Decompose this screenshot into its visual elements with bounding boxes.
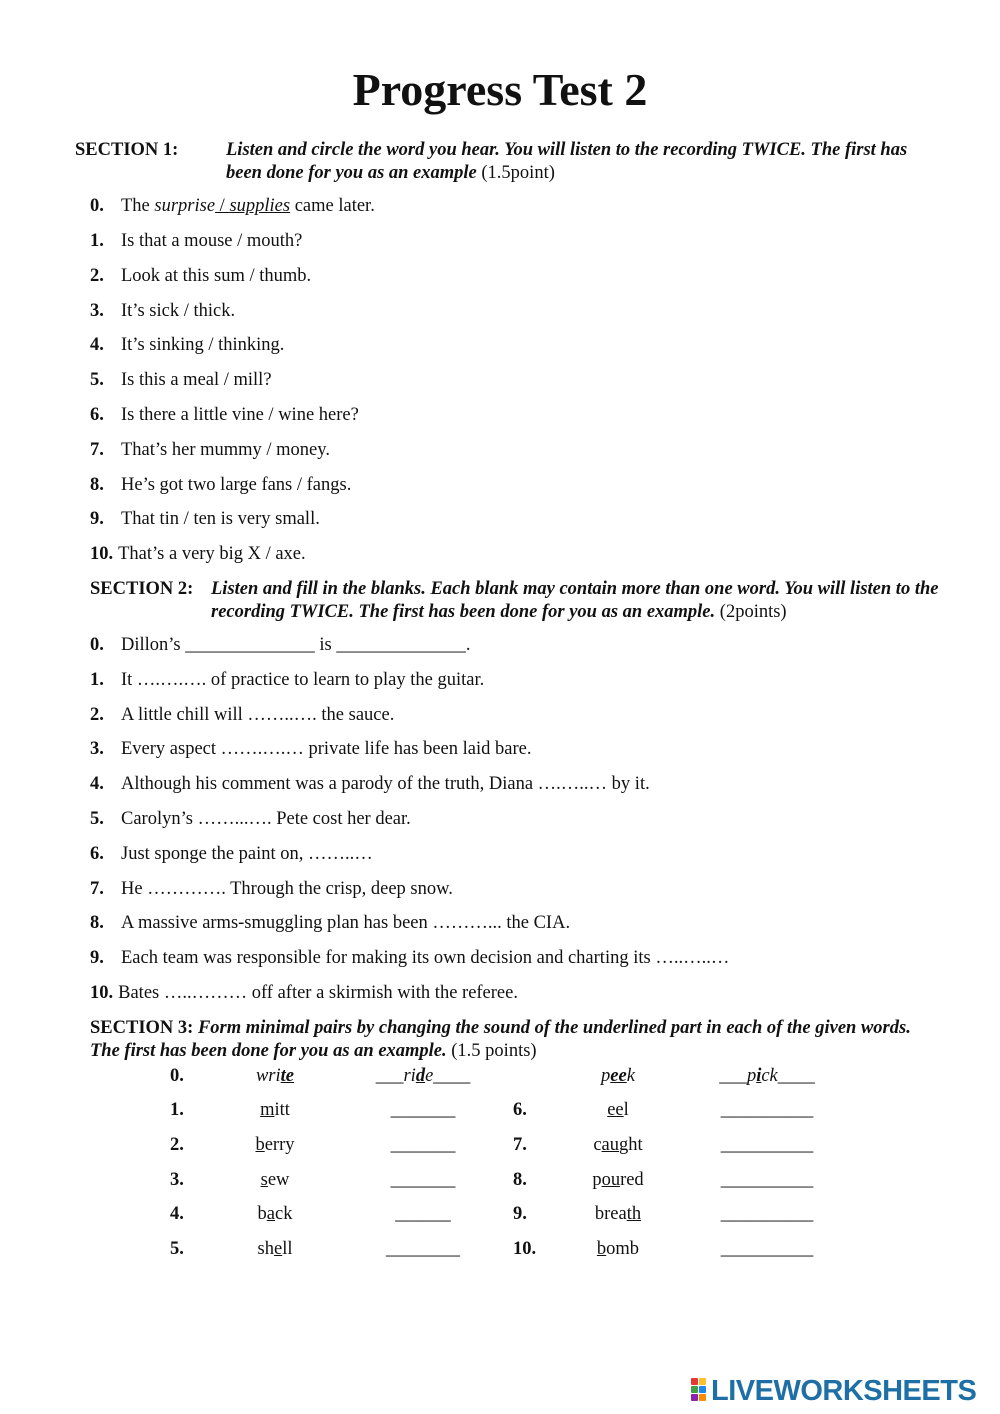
question-text: Carolyn’s ……...…. Pete cost her dear. <box>121 809 411 829</box>
section-3-header <box>90 1017 950 1065</box>
answer-blank-left: _______ <box>390 1169 456 1190</box>
section-2-points: (2points) <box>719 602 787 622</box>
question-text: Each team was responsible for making its own decision and charting its …..…..… <box>121 948 730 969</box>
answer-blank-right: __________ <box>720 1100 814 1120</box>
section-1-instruction <box>226 139 946 185</box>
list-item <box>90 438 330 462</box>
question-text: Just sponge the paint on, ……..… <box>121 843 373 864</box>
example-option-2-circled: supplies <box>229 196 291 216</box>
section-3-label: SECTION 3: <box>90 1018 194 1038</box>
answer-blank-right: __________ <box>720 1169 814 1190</box>
list-item <box>90 542 306 566</box>
list-item <box>90 264 311 288</box>
question-number: 2. <box>90 704 104 725</box>
question-number: 8. <box>90 913 104 934</box>
page-title: Progress Test 2 <box>352 64 648 115</box>
row-number-left: 2. <box>170 1134 184 1155</box>
word-right: caught <box>593 1134 643 1155</box>
section-3-instruction-text: Form minimal pairs by changing the sound of the underlined part in each of the given words. The first has been done for you as an example. <box>90 1018 911 1061</box>
word-left: shell <box>257 1239 293 1260</box>
question-text: Is that a mouse / mouth? <box>121 231 303 251</box>
question-number: 9. <box>90 948 104 969</box>
section-1-label: SECTION 1: <box>75 140 179 160</box>
question-number: 5. <box>90 809 104 829</box>
list-item <box>90 946 729 970</box>
row-number-right: 9. <box>513 1204 527 1225</box>
list-item <box>90 877 453 901</box>
word-right: poured <box>592 1169 644 1190</box>
question-text: It ….….…. of practice to learn to play the guitar. <box>121 669 485 690</box>
question-text: Every aspect …….….… private life has been laid bare. <box>121 739 532 760</box>
question-number: 10. <box>90 544 114 565</box>
word-left: back <box>257 1204 293 1225</box>
question-text: That’s her mummy / money. <box>121 439 330 460</box>
question-text: Although his comment was a parody of the truth, Diana ….…..… by it. <box>121 774 650 795</box>
list-item <box>90 737 531 761</box>
row-number-right: 6. <box>513 1100 527 1120</box>
question-number: 0. <box>90 635 104 655</box>
question-text: That’s a very big X / axe. <box>118 544 306 565</box>
word-left: berry <box>255 1134 295 1155</box>
question-number: 7. <box>90 878 104 899</box>
question-number: 5. <box>90 370 104 391</box>
question-text: Bates …..……… off after a skirmish with the referee. <box>118 983 518 1003</box>
question-number: 4. <box>90 774 104 795</box>
example-option-1: surprise <box>154 196 216 216</box>
section-2-label: SECTION 2: <box>90 579 194 599</box>
list-item <box>90 911 570 935</box>
question-number: 4. <box>90 335 104 356</box>
logo-text: LIVEWORKSHEETS <box>711 1375 977 1407</box>
row-number-right: 8. <box>513 1169 527 1190</box>
row-number-left: 1. <box>170 1100 184 1120</box>
list-item <box>90 981 518 1005</box>
question-number: 7. <box>90 439 104 460</box>
question-number: 6. <box>90 405 104 425</box>
question-text: Is there a little vine / wine here? <box>121 405 359 425</box>
question-number: 2. <box>90 265 104 286</box>
example-answer-right: ___pick____ <box>719 1066 815 1086</box>
answer-blank-right: __________ <box>720 1134 814 1155</box>
section-3-points: (1.5 points) <box>451 1041 537 1061</box>
row-number: 0. <box>170 1066 184 1086</box>
question-number: 1. <box>90 669 104 690</box>
list-item <box>90 473 351 497</box>
list-item <box>90 507 320 531</box>
question-number: 3. <box>90 739 104 760</box>
section-1-header <box>75 139 945 187</box>
list-item <box>90 229 302 253</box>
question-number: 3. <box>90 300 104 321</box>
list-item <box>90 403 359 427</box>
list-item <box>90 333 284 357</box>
word-left: sew <box>260 1169 290 1190</box>
list-item <box>90 807 411 831</box>
example-word-right: peek <box>601 1066 635 1086</box>
question-text: He …………. Through the crisp, deep snow. <box>121 878 453 899</box>
word-right: eel <box>607 1100 629 1120</box>
section-2-instruction-text: Listen and fill in the blanks. Each blank may contain more than one word. You will listen to the recording TWICE. The first has been done for you as an example. <box>211 579 939 622</box>
list-item <box>90 368 272 392</box>
row-number-left: 4. <box>170 1204 184 1225</box>
list-item <box>90 633 470 657</box>
list-item <box>90 299 235 323</box>
section-2-header <box>90 578 950 626</box>
answer-blank-right: __________ <box>720 1204 814 1225</box>
question-number: 0. <box>90 196 104 216</box>
question-text: It’s sick / thick. <box>121 300 236 321</box>
question-number: 6. <box>90 843 104 864</box>
question-number: 9. <box>90 509 104 530</box>
section-1-instruction-text: Listen and circle the word you hear. You will listen to the recording TWICE. The first has been done for you as an example <box>226 140 908 183</box>
word-right: bomb <box>596 1239 640 1260</box>
question-text: A little chill will ……..…. the sauce. <box>121 704 395 725</box>
row-number-left: 5. <box>170 1239 184 1260</box>
list-item <box>90 772 650 796</box>
question-text: That tin / ten is very small. <box>121 509 320 530</box>
logo-blocks-icon <box>691 1378 707 1402</box>
example-answer-left: ___ride____ <box>375 1066 471 1086</box>
list-item <box>90 668 484 692</box>
question-text: Is this a meal / mill? <box>121 370 272 391</box>
question-text: Dillon’s ______________ is ______________. <box>121 635 471 655</box>
question-number: 10. <box>90 983 114 1003</box>
question-text: It’s sinking / thinking. <box>121 335 285 356</box>
section-1-example: 0. The surprise / supplies came later. <box>90 196 375 216</box>
row-number-right: 7. <box>513 1134 527 1155</box>
answer-blank-left: _______ <box>390 1134 456 1155</box>
liveworksheets-logo <box>691 1374 991 1408</box>
example-word-left: write <box>255 1066 295 1086</box>
list-item <box>90 842 373 866</box>
question-number: 1. <box>90 231 104 251</box>
answer-blank-left: _______ <box>390 1100 456 1120</box>
row-number-right: 10. <box>513 1239 537 1260</box>
question-text: Look at this sum / thumb. <box>121 265 312 286</box>
answer-blank-left: ______ <box>395 1204 451 1225</box>
section-1-points: (1.5point) <box>481 163 555 183</box>
section-2-instruction <box>211 578 951 624</box>
section-3-instruction <box>90 1017 940 1063</box>
question-number: 8. <box>90 474 104 495</box>
example-separator: / <box>215 196 230 216</box>
question-text: He’s got two large fans / fangs. <box>121 474 352 495</box>
question-text: A massive arms-smuggling plan has been ………... the CIA. <box>121 913 571 934</box>
answer-blank-left: ________ <box>386 1239 460 1260</box>
row-number-left: 3. <box>170 1169 184 1190</box>
word-right: breath <box>594 1204 642 1225</box>
answer-blank-right: __________ <box>720 1239 814 1260</box>
list-item <box>90 703 394 727</box>
word-left: mitt <box>260 1100 290 1120</box>
